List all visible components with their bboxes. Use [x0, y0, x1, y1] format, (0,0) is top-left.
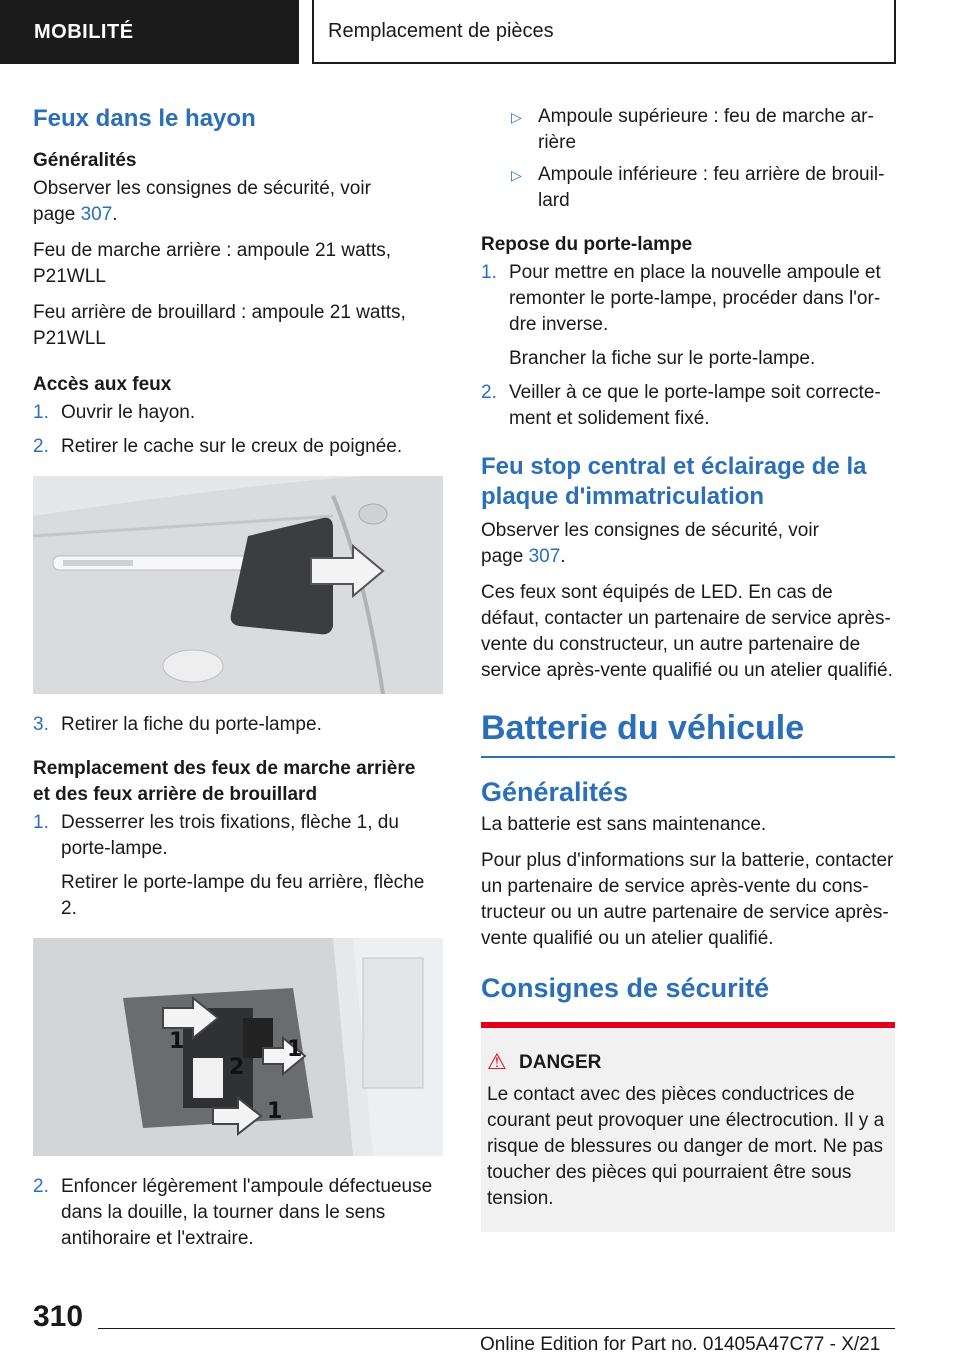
- repose-steps: [481, 260, 895, 432]
- step-text: Ouvrir le hayon.: [61, 402, 196, 423]
- step-number: 3.: [33, 714, 49, 735]
- list-item: [33, 400, 443, 426]
- page-link-307[interactable]: 307: [528, 546, 561, 567]
- subheading-general: Généralités: [33, 150, 137, 171]
- step-text: Desserrer les trois fixations, flèche 1, du porte-lampe.: [61, 812, 399, 859]
- danger-box: [481, 1022, 895, 1232]
- lamp-holder-illustration: [33, 938, 443, 1156]
- page-link-307[interactable]: 307: [80, 204, 113, 225]
- edition-info: Online Edition for Part no. 01405A47C77 - X/21: [480, 1334, 881, 1355]
- section-title-tailgate-lights: Feux dans le hayon: [33, 105, 256, 132]
- figure-label-arrow-1: 1: [287, 1037, 303, 1062]
- led-info: Ces feux sont équipés de LED. En cas de défaut, contacter un partenaire de service après-vente du constructeur, un autre partenaire de service après-vente qualifié ou un atelier qualifié.: [481, 582, 893, 681]
- figure-lamp-holder: [33, 938, 443, 1156]
- figure-label-arrow-1: 1: [169, 1029, 185, 1054]
- right-column: [481, 104, 895, 1232]
- figure-label-arrow-2: 2: [229, 1055, 245, 1080]
- step-continuation: Brancher la fiche sur le porte-lampe.: [509, 348, 816, 369]
- step-number: 2.: [33, 436, 49, 457]
- subheading-safety: Consignes de sécurité: [481, 973, 770, 1003]
- chapter-tab: Remplacement de pièces: [312, 0, 896, 64]
- safety-reference: [33, 176, 443, 228]
- warning-triangle-icon: ⚠: [487, 1049, 507, 1074]
- step-number: 1.: [33, 402, 49, 423]
- step-text: Enfoncer légèrement l'ampoule défectueuse dans la douille, la tourner dans le sens antihoraire et l'extraire.: [61, 1176, 433, 1249]
- danger-text: Le contact avec des pièces conductrices de courant peut provoquer une électrocution. Il y a risque de blessures ou danger de mort. Ne pas toucher des pièces qui pourraient être sous tension.: [487, 1084, 885, 1209]
- bullet-text: Ampoule supérieure : feu de marche arrière: [538, 106, 874, 153]
- safety-reference: [481, 518, 895, 570]
- danger-heading: [487, 1049, 885, 1076]
- section-tab: MOBILITÉ: [0, 0, 299, 64]
- chapter-title-battery: Batterie du véhicule: [481, 708, 895, 758]
- list-item: [481, 380, 895, 432]
- step-text: Retirer la fiche du porte-lampe.: [61, 714, 322, 735]
- page-header: [0, 0, 960, 66]
- left-column: [33, 96, 443, 1260]
- replace-step-2-list: [33, 1174, 443, 1252]
- fog-light-spec-line1: Feu arrière de brouillard : ampoule 21 watts,: [33, 302, 406, 323]
- safety-reference-text: Observer les consignes de sécurité, voir: [33, 178, 371, 199]
- replace-title-line1: Remplacement des feux de marche arrière: [33, 758, 416, 779]
- replace-title-line2: et des feux arrière de brouillard: [33, 784, 318, 805]
- safety-reference-text: Observer les consignes de sécurité, voir: [481, 520, 819, 541]
- period: .: [560, 546, 566, 567]
- list-item: [481, 162, 895, 214]
- page-footer: [0, 1290, 960, 1362]
- fog-light-spec: [33, 300, 443, 352]
- bullet-text: Ampoule inférieure : feu arrière de brouillard: [538, 164, 885, 211]
- list-item: [33, 810, 443, 922]
- triangle-bullet-icon: ▷: [511, 167, 522, 183]
- period: .: [112, 204, 118, 225]
- figure-label-arrow-1: 1: [267, 1099, 283, 1124]
- step-text: Veiller à ce que le porte-lampe soit correctement et solidement fixé.: [509, 382, 881, 429]
- subheading-repose: Repose du porte-lampe: [481, 234, 693, 255]
- page-number: 310: [33, 1300, 84, 1333]
- page-word: page: [33, 204, 76, 225]
- step-text: Retirer le cache sur le creux de poignée.: [61, 436, 403, 457]
- list-item: [481, 104, 895, 156]
- page-word: page: [481, 546, 524, 567]
- replace-steps: [33, 810, 443, 922]
- list-item: [33, 712, 443, 738]
- step-3-list: [33, 712, 443, 738]
- step-number: 2.: [481, 382, 497, 403]
- subheading-battery-general: Généralités: [481, 777, 629, 807]
- triangle-bullet-icon: ▷: [511, 109, 522, 125]
- fog-light-spec-line2: P21WLL: [33, 328, 106, 349]
- battery-maintenance: La batterie est sans maintenance.: [481, 814, 767, 835]
- reversing-light-spec-line1: Feu de marche arrière : ampoule 21 watts,: [33, 240, 392, 261]
- list-item: [481, 260, 895, 372]
- danger-label: DANGER: [519, 1052, 602, 1073]
- step-text: Pour mettre en place la nouvelle ampoule et remonter le porte-lampe, procéder dans l'ordre inverse.: [509, 262, 881, 335]
- step-continuation: Retirer le porte-lampe du feu arrière, flèche 2.: [61, 872, 425, 919]
- bulb-bullets: [481, 104, 895, 214]
- step-number: 2.: [33, 1176, 49, 1197]
- subheading-access: Accès aux feux: [33, 374, 172, 395]
- footer-divider: [98, 1328, 895, 1329]
- section-title-stop-light: Feu stop central et éclairage de la plaque d'immatriculation: [481, 453, 867, 510]
- figure-handle-recess-cover: [33, 476, 443, 694]
- tailgate-illustration: [33, 476, 443, 694]
- battery-info: Pour plus d'informations sur la batterie, contacter un partenaire de service après-vente du constructeur ou un autre partenaire de service après-vente qualifié ou un atelier qualifié.: [481, 850, 894, 949]
- access-steps: [33, 400, 443, 460]
- reversing-light-spec-line2: P21WLL: [33, 266, 106, 287]
- reversing-light-spec: [33, 238, 443, 290]
- list-item: [33, 434, 443, 460]
- subheading-replace-lights: [33, 756, 443, 808]
- list-item: [33, 1174, 443, 1252]
- step-number: 1.: [33, 812, 49, 833]
- step-number: 1.: [481, 262, 497, 283]
